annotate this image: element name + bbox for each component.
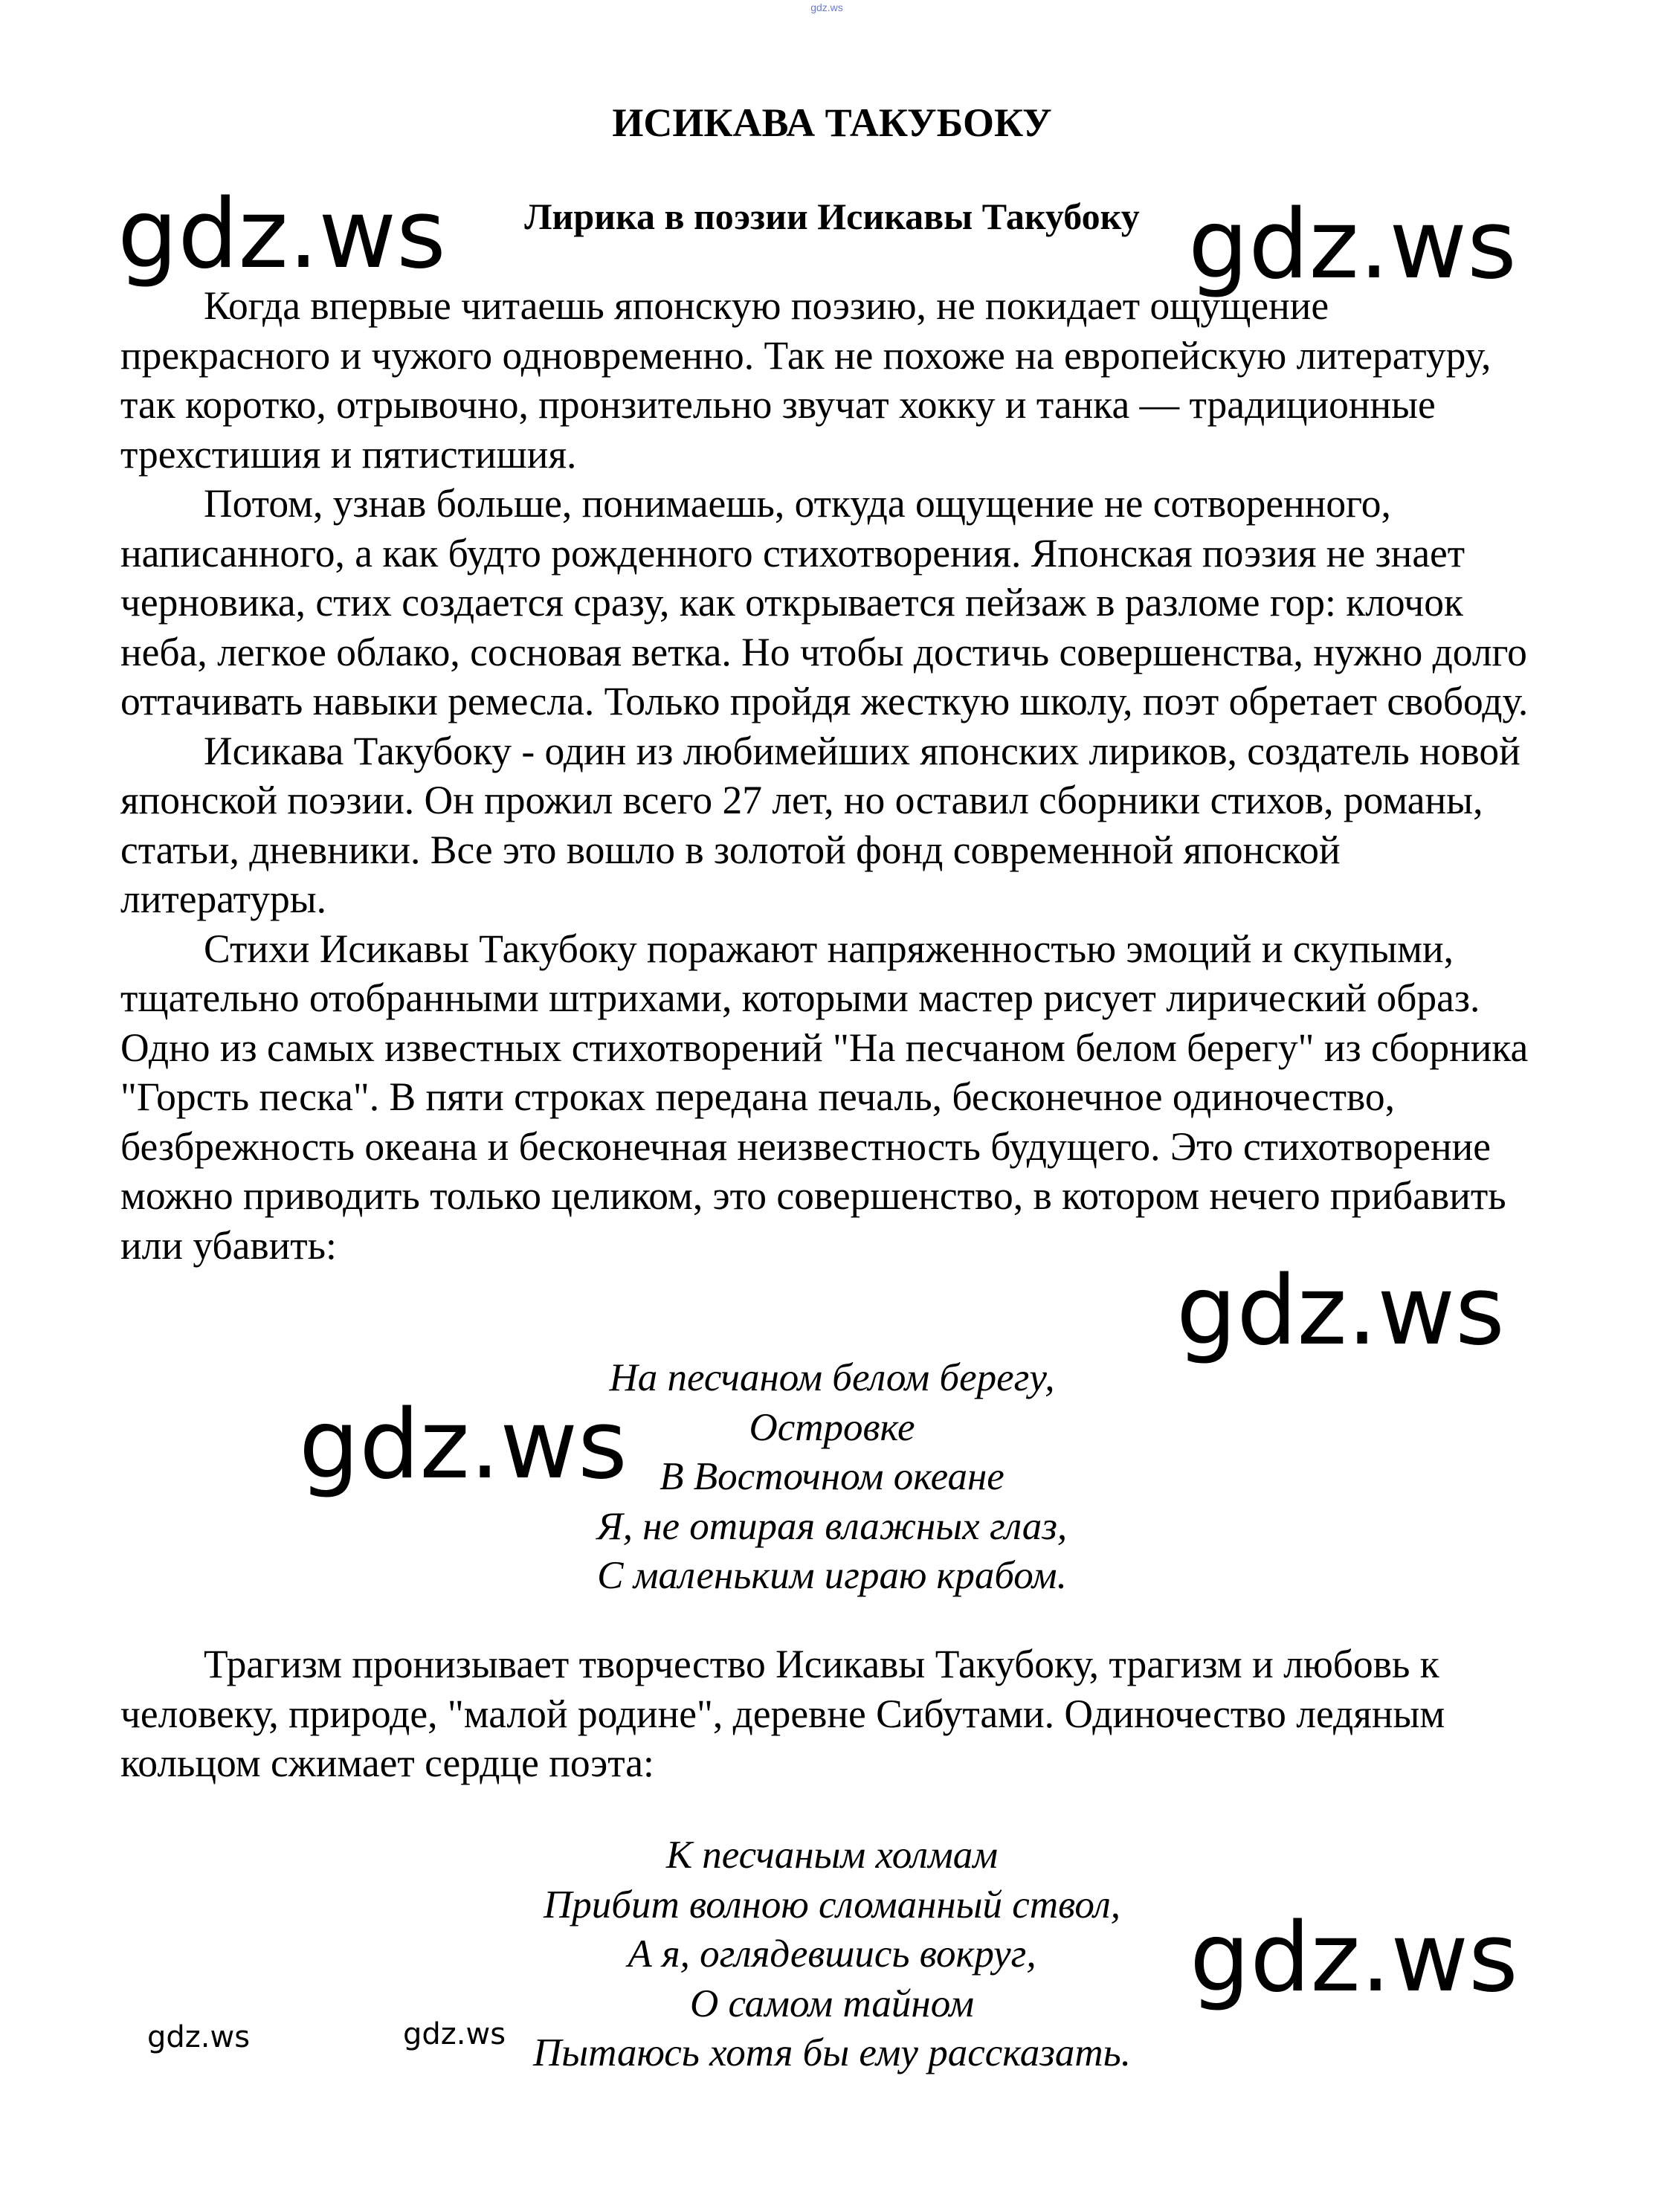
poem-line: С маленьким играю крабом.: [597, 1554, 1067, 1597]
page-subtitle: Лирика в поэзии Исикавы Такубоку: [524, 196, 1140, 237]
poem-line: На песчаном белом берегу,: [609, 1356, 1055, 1399]
poem-quote-1: [0, 1353, 1664, 1601]
watermark: gdz.ws: [1188, 190, 1517, 300]
poem-line: В Восточном океане: [660, 1455, 1004, 1498]
watermark: gdz.ws: [1190, 1903, 1518, 2013]
essay-body: [120, 281, 1548, 1270]
poem-line: Прибит волною сломанный ствол,: [544, 1883, 1120, 1926]
poem-line: О самом тайном: [689, 1982, 975, 2025]
paragraph: Исикава Такубоку - один из любимейших японских лириков, создатель новой японской поэзии. Он прожил всего 27 лет, но оставил сборники стихов, романы, статьи, дневники. Все это вошло в золотой фонд современной японской литературы.: [120, 728, 1521, 921]
watermark: gdz.ws: [299, 1390, 628, 1500]
top-watermark: gdz.ws: [810, 1, 843, 13]
watermark: gdz.ws: [1176, 1256, 1505, 1367]
paragraph: Когда впервые читаешь японскую поэзию, не покидает ощущение прекрасного и чужого одновременно. Так не похоже на европейскую литературу, так коротко, отрывочно, пронзительно звучат хокку и танка — традиционные трехстишия и пятистишия.: [120, 283, 1492, 477]
page-title: ИСИКАВА ТАКУБОКУ: [612, 100, 1052, 145]
poem-line: Пытаюсь хотя бы ему рассказать.: [532, 2031, 1132, 2074]
paragraph: Стихи Исикавы Такубоку поражают напряженностью эмоций и скупыми, тщательно отобранными штрихами, которыми мастер рисует лирический образ. Одно из самых известных стихотворений "На песчаном белом берегу" из сборника "Горсть песка". В пяти строках передана печаль, бесконечное одиночество, безбрежность океана и бесконечная неизвестность будущего. Это стихотворение можно приводить только целиком, это совершенство, в котором нечего прибавить или убавить:: [120, 926, 1529, 1268]
poem-line: Я, не отирая влажных глаз,: [596, 1504, 1068, 1548]
paragraph: Потом, узнав больше, понимаешь, откуда ощущение не сотворенного, написанного, а как будто рожденного стихотворения. Японская поэзия не знает черновика, стих создается сразу, как открывается пейзаж в разломе гор: клочок неба, легкое облако, сосновая ветка. Но чтобы достичь совершенства, нужно долго оттачивать навыки ремесла. Только пройдя жесткую школу, поэт обретает свободу.: [120, 481, 1529, 723]
essay-body-continued: [120, 1639, 1548, 1788]
watermark: gdz.ws: [403, 2017, 506, 2051]
poem-line: А я, оглядевшись вокруг,: [628, 1932, 1036, 1976]
paragraph: Трагизм пронизывает творчество Исикавы Такубоку, трагизм и любовь к человеку, природе, "малой родине", деревне Сибутами. Одиночество ледяным кольцом сжимает сердце поэта:: [120, 1642, 1445, 1785]
watermark: gdz.ws: [147, 2020, 251, 2054]
poem-line: Островке: [749, 1405, 915, 1449]
poem-line: К песчаным холмам: [665, 1834, 999, 1877]
watermark: gdz.ws: [117, 179, 446, 290]
